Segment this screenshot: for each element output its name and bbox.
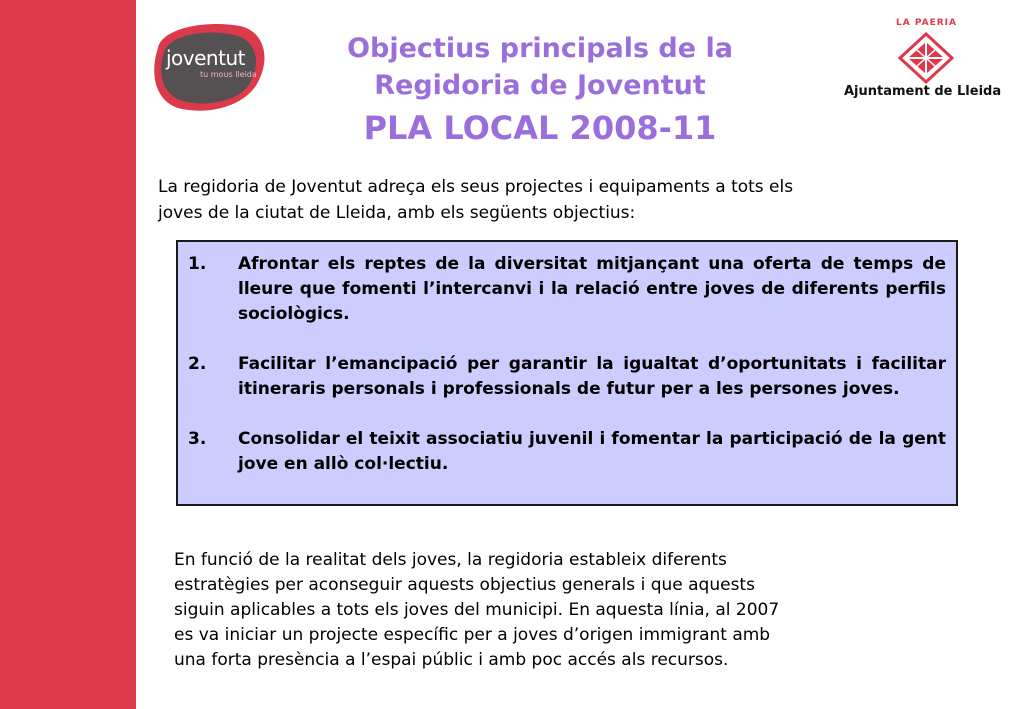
closing-line: es va iniciar un projecte específic per a joves d’origen immigrant amb	[174, 625, 771, 645]
title-line-2: Regidoria de Joventut	[374, 70, 706, 101]
intro-line: La regidoria de Joventut adreça els seus projectes i equipaments a tots els	[158, 177, 794, 197]
objective-item	[188, 252, 946, 327]
objectives-box	[176, 240, 958, 506]
objective-item	[188, 427, 946, 477]
joventut-logo-name: joventut	[166, 46, 245, 70]
joventut-logo-tagline: tu mous lleida	[200, 70, 257, 79]
title-plan: PLA LOCAL 2008-11	[363, 109, 717, 147]
title-line-1: Objectius principals de la	[347, 33, 733, 64]
paeria-crest-icon	[898, 32, 954, 84]
paeria-label: LA PAERIA	[896, 18, 957, 28]
objective-text: Consolidar el teixit associatiu juvenil i fomentar la participació de la gent jove en allò col·lectiu.	[238, 429, 946, 474]
objective-text: Afrontar els reptes de la diversitat mitjançant una oferta de temps de lleure que fomenti l’intercanvi i la relació entre joves de diferents perfils sociològics.	[238, 254, 946, 324]
closing-line: una forta presència a l’espai públic i amb poc accés als recursos.	[174, 650, 729, 670]
closing-line: En funció de la realitat dels joves, la regidoria estableix diferents	[174, 550, 727, 570]
intro-line: joves de la ciutat de Lleida, amb els següents objectius:	[158, 203, 636, 223]
closing-line: siguin aplicables a tots els joves del municipi. En aquesta línia, al 2007	[174, 600, 780, 620]
intro-paragraph	[158, 174, 958, 226]
objective-number: 3.	[188, 429, 207, 449]
objectives-list	[178, 242, 956, 477]
objective-number: 1.	[188, 254, 207, 274]
closing-line: estratègies per aconseguir aquests objectius generals i que aquests	[174, 575, 755, 595]
side-color-band	[0, 0, 136, 709]
objective-text: Facilitar l’emancipació per garantir la igualtat d’oportunitats i facilitar itineraris personals i professionals de futur per a les persones joves.	[238, 354, 946, 399]
ajuntament-name: Ajuntament de Lleida	[844, 84, 1002, 99]
objective-number: 2.	[188, 354, 207, 374]
closing-paragraph	[174, 548, 954, 673]
joventut-logo	[148, 20, 270, 116]
objective-item	[188, 352, 946, 402]
ajuntament-logo	[836, 18, 1016, 110]
slide-title	[300, 30, 780, 152]
